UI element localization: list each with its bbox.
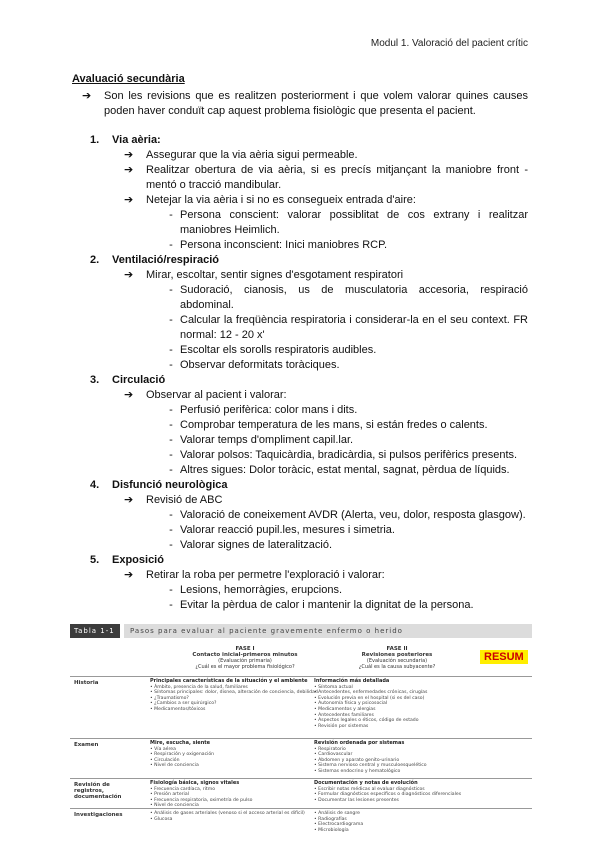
dash-item [162,448,528,463]
numbered-heading [90,553,528,568]
arrow-icon: ➔ [124,494,134,506]
dash-marker: - [169,359,173,371]
cell-line: • Síntoma actual [314,684,353,690]
dash-item [162,508,528,523]
bullet-text: Retirar la roba per permetre l'exploració i valorar: [146,569,385,581]
document-body [72,72,528,613]
cell-heading: Mire, escucha, siente [150,740,211,746]
cell-line: • ¿Cambios a ser quirúrgico? [150,701,217,707]
cell-line: • Antecedentes, enfermedades crónicas, cirugías [314,690,428,696]
dash-marker: - [169,419,173,431]
table-cell [314,741,524,775]
dash-text: Perfusió perifèrica: color mans i dits. [180,404,358,416]
table-row [70,778,532,809]
cell-line: • Circulación [150,757,180,763]
dash-text: Valorar temps d'ompliment capil.lar. [180,434,354,446]
dash-marker: - [169,284,173,296]
heading-number: 5. [90,554,100,566]
dash-item [162,598,528,613]
cell-line: • Presión arterial [150,792,189,798]
dash-text: Persona conscient: valorar possiblitat de cos extrany i realitzar maniobres Heimlich. [180,209,528,236]
dash-item [162,283,528,313]
cell-line: • Antecedentes familiares [314,712,374,718]
cell-line: • Microbiología [314,827,349,833]
dash-item [162,523,528,538]
phase-1-header: FASE I Contacto inicial-primeros minutos (Evaluación primaria) ¿Cuál es el mayor problema fisiológico? [192,646,298,670]
heading-number: 4. [90,479,100,491]
cell-line: • Autonomía física y psicosocial [314,701,388,707]
heading-text: Disfunció neurològica [112,479,228,491]
dash-text: Observar deformitats toràciques. [180,359,340,371]
dash-item [162,433,528,448]
dash-text: Escoltar els sorolls respiratoris audibles. [180,344,377,356]
dash-item [162,583,528,598]
cell-line: • Frecuencia respiratoria, oximetría de pulso [150,797,253,803]
numbered-heading [90,373,528,388]
bullet-text: Realitzar obertura de via aèria, si es precís mitjançant la maniobre front - mentó o tracció mandibular. [146,164,528,191]
cell-line: • Cardiovascular [314,752,353,758]
bullet-text: Mirar, escoltar, sentir signes d'esgotament respiratori [146,269,404,281]
running-header: Modul 1. Valoració del pacient crític [370,38,528,49]
heading-number: 2. [90,254,100,266]
phase-2-header: FASE II Revisiones posteriores (Evaluación secundaria) ¿Cuál es la causa subyacente? [358,646,436,670]
arrow-icon: ➔ [124,389,134,401]
heading-text: Via aèria: [112,134,161,146]
arrow-bullet [124,568,528,583]
dash-marker: - [169,539,173,551]
cell-heading: Revisión ordenada por sistemas [314,740,405,746]
cell-line: • Medicamentos y alergias [314,706,376,712]
cell-line: • Vía aérea [150,746,176,752]
cell-line: • Respiratorio [314,746,346,752]
table-cell [314,781,524,803]
bullet-text: Netejar la via aèria i si no es consegueix entrada d'aire: [146,194,416,206]
arrow-icon: ➔ [124,569,134,581]
table-label: Tabla 1-1 [70,624,120,638]
row-label: Revisión de registros, documentación [74,782,122,800]
cell-line: • Nivel de conciencia [150,803,199,809]
dash-marker: - [169,509,173,521]
bullet-text: Observar al pacient i valorar: [146,389,287,401]
arrow-bullet [124,148,528,163]
table-header-bar [70,624,532,638]
row-label: Historia [74,680,99,686]
dash-marker: - [169,404,173,416]
dash-text: Altres sigues: Dolor toràcic, estat mental, sagnat, pèrdua de líquids. [180,464,510,476]
dash-text: Calcular la freqüència respiratoria i considerar-la en el seu context. FR normal: 12 - 20 x' [180,314,528,341]
intro-text: Son les revisions que es realitzen posteriorment i que volem valorar quines causes poden haver conduït cap aquest problema fisiològic que presenta el pacient. [104,90,528,117]
cell-line: • Abdomen y aparato genito-urinario [314,757,400,763]
bullet-text: Revisió de ABC [146,494,223,506]
dash-text: Persona inconscient: Inici maniobres RCP. [180,239,388,251]
dash-text: Valorar reacció pupil.les, mesures i simetria. [180,524,395,536]
dash-text: Lesions, hemorràgies, erupcions. [180,584,343,596]
cell-line: • Electrocardiograma [314,822,364,828]
heading-number: 1. [90,134,100,146]
dash-marker: - [169,599,173,611]
arrow-icon: ➔ [124,194,134,206]
numbered-heading [90,253,528,268]
heading-text: Circulació [112,374,166,386]
cell-line: • Frecuencia cardíaca, ritmo [150,786,216,792]
table-cell [150,741,330,769]
table-row [70,738,532,779]
cell-heading: Documentación y notas de evolución [314,780,418,786]
dash-marker: - [169,239,173,251]
dash-marker: - [169,464,173,476]
dash-marker: - [169,314,173,326]
section-title: Avaluació secundària [72,73,185,85]
dash-marker: - [169,584,173,596]
dash-text: Comprobar temperatura de les mans, si están fredes o calents. [180,419,488,431]
dash-marker: - [169,209,173,221]
row-label: Examen [74,742,99,748]
cell-heading: Información más detallada [314,678,390,684]
arrow-bullet [124,493,528,508]
cell-line: • Sistema nervioso central y musculoesquelético [314,763,427,769]
arrow-bullet [124,193,528,208]
dash-marker: - [169,524,173,536]
section-intro [82,89,528,119]
reference-table-image [70,624,532,848]
cell-line: • Glucosa [150,816,173,822]
table-cell [314,811,524,833]
arrow-bullet [124,268,528,283]
bullet-text: Assegurar que la via aèria sigui permeable. [146,149,358,161]
dash-item [162,403,528,418]
cell-line: • Aspectos legales o éticos, código de estado [314,718,419,724]
dash-item [162,418,528,433]
table-cell [150,811,330,822]
table-cell [150,781,330,809]
cell-line: • Nivel de conciencia [150,763,199,769]
cell-line: • Medicamentos/tóxicos [150,706,206,712]
cell-line: • Respiración y oxigenación [150,752,215,758]
numbered-heading [90,133,528,148]
arrow-icon: ➔ [124,269,134,281]
dash-item [162,358,528,373]
dash-marker: - [169,344,173,356]
cell-line: • Ámbito, presencia de la salud, familiares [150,684,248,690]
cell-line: • Sistemas endocrino y hematológico [314,768,401,774]
heading-number: 3. [90,374,100,386]
table-cell [150,679,330,713]
arrow-icon: ➔ [124,164,134,176]
cell-line: • Análisis de sangre [314,811,360,816]
dash-text: Sudoració, cianosis, us de musculatoria accesoria, respiració abdominal. [180,284,528,311]
dash-marker: - [169,434,173,446]
resum-highlight: RESUM [480,650,528,664]
dash-item [162,238,528,253]
arrow-bullet [124,388,528,403]
cell-line: • Escribir notas médicas al evaluar diagnósticos [314,786,425,792]
dash-text: Evitar la pèrdua de calor i mantenir la dignitat de la persona. [180,599,474,611]
cell-line: • ¿Traumatismo? [150,695,189,701]
cell-heading: Fisiología básica, signos vitales [150,780,240,786]
dash-marker: - [169,449,173,461]
arrow-icon: ➔ [124,149,134,161]
cell-line: • Evolución previa en el hospital (si es del caso) [314,695,425,701]
numbered-list [72,133,528,613]
cell-line: • Análisis de gases arteriales (venoso si el acceso arterial es difícil) [150,811,305,816]
cell-line: • Radiografías [314,816,347,822]
dash-item [162,313,528,343]
table-cell [314,679,524,729]
arrow-icon: ➔ [82,90,92,102]
cell-line: • Síntomas principales: dolor, disnea, alteración de conciencia, debilidad [150,690,318,696]
dash-text: Valorar signes de lateralització. [180,539,333,551]
dash-item [162,538,528,553]
table-row [70,676,532,739]
row-label: Investigaciones [74,812,123,818]
numbered-heading [90,478,528,493]
dash-item [162,208,528,238]
arrow-bullet [124,163,528,193]
heading-text: Ventilació/respiració [112,254,219,266]
cell-line: • Documentar las lesiones presentes [314,797,399,803]
dash-text: Valorar polsos: Taquicàrdia, bradicàrdia, si pulsos perifèrics presents. [180,449,518,461]
dash-item [162,343,528,358]
table-row [70,808,532,848]
cell-heading: Principales características de la situación y el ambiente [150,678,308,684]
table-title: Pasos para evaluar al paciente gravemente enfermo o herido [124,624,532,638]
dash-text: Valoració de coneixement AVDR (Alerta, veu, dolor, resposta glasgow). [180,509,526,521]
cell-line: • Formular diagnósticos específicos o diagnósticos diferenciales [314,792,462,798]
heading-text: Exposició [112,554,164,566]
dash-item [162,463,528,478]
cell-line: • Revisión por sistemas [314,723,369,729]
